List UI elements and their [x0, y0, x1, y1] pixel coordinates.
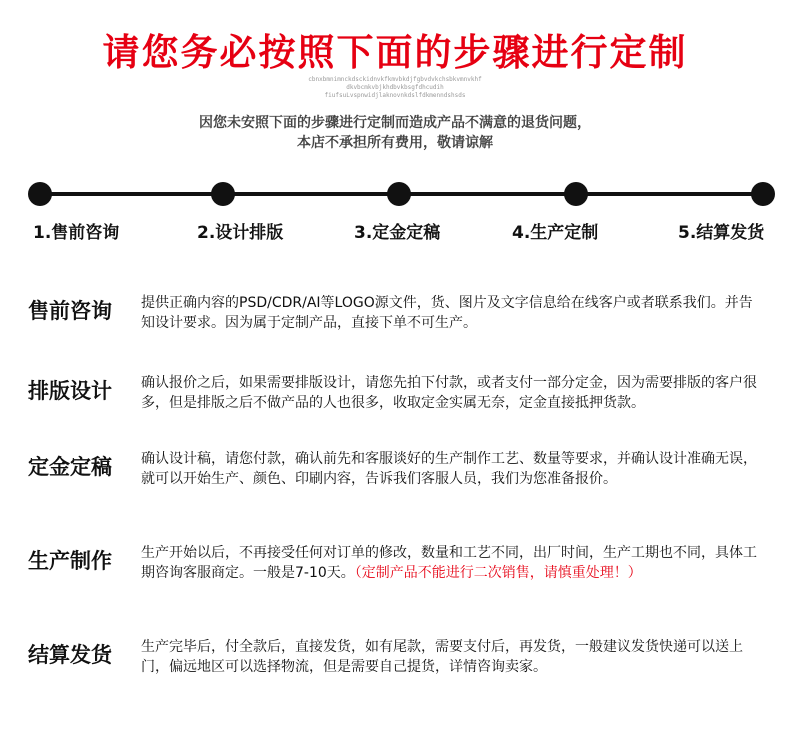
section-title: 生产制作	[28, 549, 112, 573]
section-body: 生产完毕后，付全款后，直接发货，如有尾款，需要支付后，再发货，一般建议发货快递可以送上门，偏远地区可以选择物流，但是需要自己提货，详情咨询卖家。	[141, 639, 743, 675]
section-title: 售前咨询	[28, 299, 112, 323]
section-body: 提供正确内容的PSD/CDR/AI等LOGO源文件，货、图片及文字信息给在线客户或者联系我们。并告知设计要求。因为属于定制产品，直接下单不可生产。	[141, 295, 753, 331]
section-body: 确认报价之后，如果需要排版设计，请您先拍下付款，或者支付一部分定金，因为需要排版的客户很多，但是排版之后不做产品的人也很多，收取定金实属无奈，定金直接抵押货款。	[141, 375, 757, 411]
step-label-1: 1.售前咨询	[33, 223, 120, 243]
notice-line-2: 本店不承担所有费用，敬请谅解	[297, 135, 493, 151]
timeline-dot-3	[387, 182, 411, 206]
timeline-dot-5	[751, 182, 775, 206]
timeline-dot-4	[564, 182, 588, 206]
decorative-tiny-text-2: dkvbcmkvbjkhdbvkbsgfdhcudih	[346, 84, 444, 91]
page-title: 请您务必按照下面的步骤进行定制	[102, 31, 688, 74]
decorative-tiny-text-3: fiufsuLvspnwidjlaknovnkdslfdkmenndshsds	[324, 92, 466, 99]
step-label-5: 5.结算发货	[678, 223, 765, 243]
step-label-4: 4.生产定制	[512, 223, 599, 243]
step-label-3: 3.定金定稿	[354, 223, 441, 243]
section-body-text: 生产开始以后，不再接受任何对订单的修改，数量和工艺不同，出厂时间，生产工期也不同，具体工期咨询客服商定。一般是7-10天。	[141, 545, 757, 581]
decorative-tiny-text-1: cbnxbmnimnckdsckidnvkfkmvbkdjfgbvdvkchsbkvmnvkhf	[308, 76, 482, 83]
section-body-warning: （定制产品不能进行二次销售，请慎重处理！）	[354, 565, 642, 581]
section-body	[141, 543, 757, 583]
section-title: 排版设计	[28, 379, 112, 403]
section-body: 确认设计稿，请您付款，确认前先和客服谈好的生产制作工艺、数量等要求，并确认设计准确无误，就可以开始生产、颜色、印刷内容，告诉我们客服人员，我们为您准备报价。	[141, 451, 757, 487]
section-title: 结算发货	[28, 643, 112, 667]
timeline-dot-1	[28, 182, 52, 206]
timeline-dot-2	[211, 182, 235, 206]
section-title: 定金定稿	[28, 455, 112, 479]
notice-line-1: 因您未安照下面的步骤进行定制而造成产品不满意的退货问题，	[199, 115, 591, 131]
step-label-2: 2.设计排版	[197, 223, 284, 243]
